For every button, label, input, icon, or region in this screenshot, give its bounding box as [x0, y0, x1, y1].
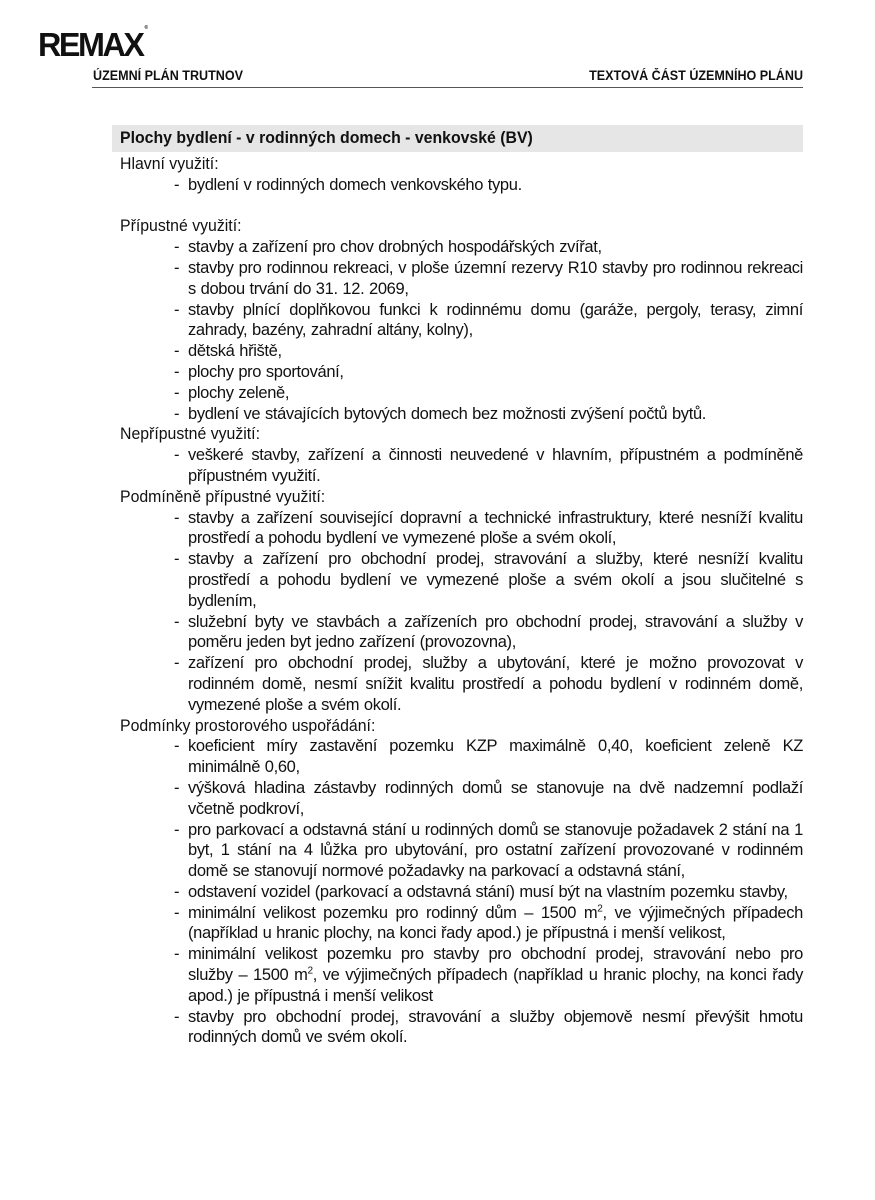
list-item: [120, 882, 803, 903]
paragraph-gap: [120, 196, 803, 217]
list-item: [120, 736, 803, 778]
list-item-text: bydlení ve stávajících bytových domech bez možnosti zvýšení počtů bytů.: [188, 404, 707, 423]
list-item: [120, 612, 803, 654]
item-list: [120, 237, 803, 424]
bullet-dash: -: [174, 1007, 180, 1026]
list-item: [120, 237, 803, 258]
bullet-dash: -: [174, 882, 180, 901]
list-item-text: stavby a zařízení pro obchodní prodej, stravování a služby, které nesníží kvalitu prostředí a pohodu bydlení ve vymezené ploše a svém okolí a jsou slučitelné s bydlením,: [188, 550, 803, 610]
item-list: [120, 736, 803, 1048]
item-list: [120, 508, 803, 716]
text-fragment: minimální velikost pozemku pro rodinný dům – 1500 m: [188, 903, 598, 922]
list-item: [120, 653, 803, 715]
section-label: Podmíněně přípustné využití:: [120, 487, 326, 506]
list-item-text: bydlení v rodinných domech venkovského typu.: [188, 175, 522, 194]
list-item-text: plochy zeleně,: [188, 383, 290, 402]
list-item: [120, 341, 803, 362]
usage-section: [120, 716, 803, 1049]
bullet-dash: -: [174, 737, 180, 756]
usage-section: [120, 424, 803, 486]
list-item-text: odstavení vozidel (parkovací a odstavná stání) musí být na vlastním pozemku stavby,: [188, 882, 788, 901]
usage-section: [120, 154, 803, 196]
list-item: [120, 549, 803, 611]
bullet-dash: -: [174, 238, 180, 257]
bullet-dash: -: [174, 654, 180, 673]
list-item-text: stavby a zařízení související dopravní a technické infrastruktury, které nesníží kvalitu prostředí a pohodu bydlení ve vymezené ploše a svém okolí,: [188, 508, 803, 548]
bullet-dash: -: [174, 945, 180, 964]
list-item: [120, 778, 803, 820]
list-item-text: veškeré stavby, zařízení a činnosti neuvedené v hlavním, přípustném a podmíněně přípustném využití.: [188, 446, 803, 485]
bullet-dash: -: [174, 778, 180, 797]
list-item: [120, 445, 803, 487]
list-item: [120, 820, 803, 882]
section-label: Hlavní využití:: [120, 155, 219, 173]
text-fragment: , ve výjimečných případech (například u hranic plochy, na konci řady apod.) je přípustná i menší velikost,: [188, 903, 803, 943]
bullet-dash: -: [174, 342, 180, 361]
bullet-dash: -: [174, 508, 180, 527]
list-item-text: plochy pro sportování,: [188, 362, 344, 381]
text-fragment: , ve výjimečných případech (například u hranic plochy, na konci řady apod.) je přípustná i menší velikost: [188, 966, 803, 1005]
section-label: Podmínky prostorového uspořádání:: [120, 716, 376, 735]
list-item: [120, 300, 803, 342]
header-divider: [92, 87, 803, 88]
bullet-dash: -: [174, 404, 180, 423]
bullet-dash: -: [174, 362, 180, 381]
section-title: Plochy bydlení - v rodinných domech - venkovské (BV): [120, 129, 533, 147]
section-label: Přípustné využití:: [120, 217, 242, 236]
bullet-dash: -: [174, 903, 180, 922]
list-item: [120, 508, 803, 550]
list-item-text: výšková hladina zástavby rodinných domů se stanovuje na dvě nadzemní podlaží včetně podkroví,: [188, 778, 803, 818]
list-item-text: [188, 945, 803, 1005]
document-body: [120, 154, 803, 1048]
list-item: [120, 944, 803, 1006]
list-item: [120, 903, 803, 945]
text-fragment: minimální velikost pozemku pro stavby pro obchodní prodej, stravování nebo pro služby – 1500 m: [188, 945, 803, 985]
bullet-dash: -: [174, 175, 180, 194]
list-item: [120, 258, 803, 300]
list-item: [120, 383, 803, 404]
list-item: [120, 175, 803, 196]
list-item-text: dětská hřiště,: [188, 342, 282, 361]
section-label: Nepřípustné využití:: [120, 425, 260, 444]
list-item: [120, 1007, 803, 1049]
superscript: 2: [597, 903, 603, 915]
bullet-dash: -: [174, 300, 180, 319]
list-item-text: stavby pro obchodní prodej, stravování a služby objemově nesmí převýšit hmotu rodinných domů ve svém okolí.: [188, 1007, 803, 1047]
list-item-text: stavby plnící doplňkovou funkci k rodinnému domu (garáže, pergoly, terasy, zimní zahrady, bazény, zahradní altány, kolny),: [188, 300, 803, 340]
remax-logo: [38, 25, 149, 63]
bullet-dash: -: [174, 820, 180, 839]
list-item-text: stavby pro rodinnou rekreaci, v ploše územní rezervy R10 stavby pro rodinnou rekreaci s dobou trvání do 31. 12. 2069,: [188, 258, 803, 298]
list-item-text: zařízení pro obchodní prodej, služby a ubytování, které je možno provozovat v rodinném domě, nesmí snížit kvalitu prostředí a pohodu bydlení v rodinném domě, vymezené ploše a svém okolí.: [188, 654, 803, 714]
usage-section: [120, 487, 803, 716]
logo-text: REMAX: [38, 26, 143, 63]
bullet-dash: -: [174, 383, 180, 402]
bullet-dash: -: [174, 446, 180, 465]
list-item-text: služební byty ve stavbách a zařízeních pro obchodní prodej, stravování a služby v poměru jeden byt jedno zařízení (provozovna),: [188, 612, 803, 652]
bullet-dash: -: [174, 550, 180, 569]
bullet-dash: -: [174, 612, 180, 631]
item-list: [120, 445, 803, 487]
usage-section: [120, 216, 803, 424]
header-right-title: TEXTOVÁ ČÁST ÚZEMNÍHO PLÁNU: [589, 68, 803, 83]
superscript: 2: [307, 965, 313, 977]
list-item: [120, 404, 803, 425]
trademark-mark: ®: [144, 25, 149, 31]
item-list: [120, 175, 803, 196]
list-item-text: [188, 904, 803, 943]
header-left-title: ÚZEMNÍ PLÁN TRUTNOV: [93, 68, 243, 83]
bullet-dash: -: [174, 258, 180, 277]
list-item-text: koeficient míry zastavění pozemku KZP maximálně 0,40, koeficient zeleně KZ minimálně 0,60,: [188, 737, 803, 777]
list-item-text: stavby a zařízení pro chov drobných hospodářských zvířat,: [188, 238, 602, 257]
list-item-text: pro parkovací a odstavná stání u rodinných domů se stanovuje požadavek 2 stání na 1 byt, 1 stání na 4 lůžka pro ubytování, pro ostatní zařízení provozované v rodinném domě se stanovují normové požadavky na parkovací a odstavná stání,: [188, 820, 803, 881]
list-item: [120, 362, 803, 383]
